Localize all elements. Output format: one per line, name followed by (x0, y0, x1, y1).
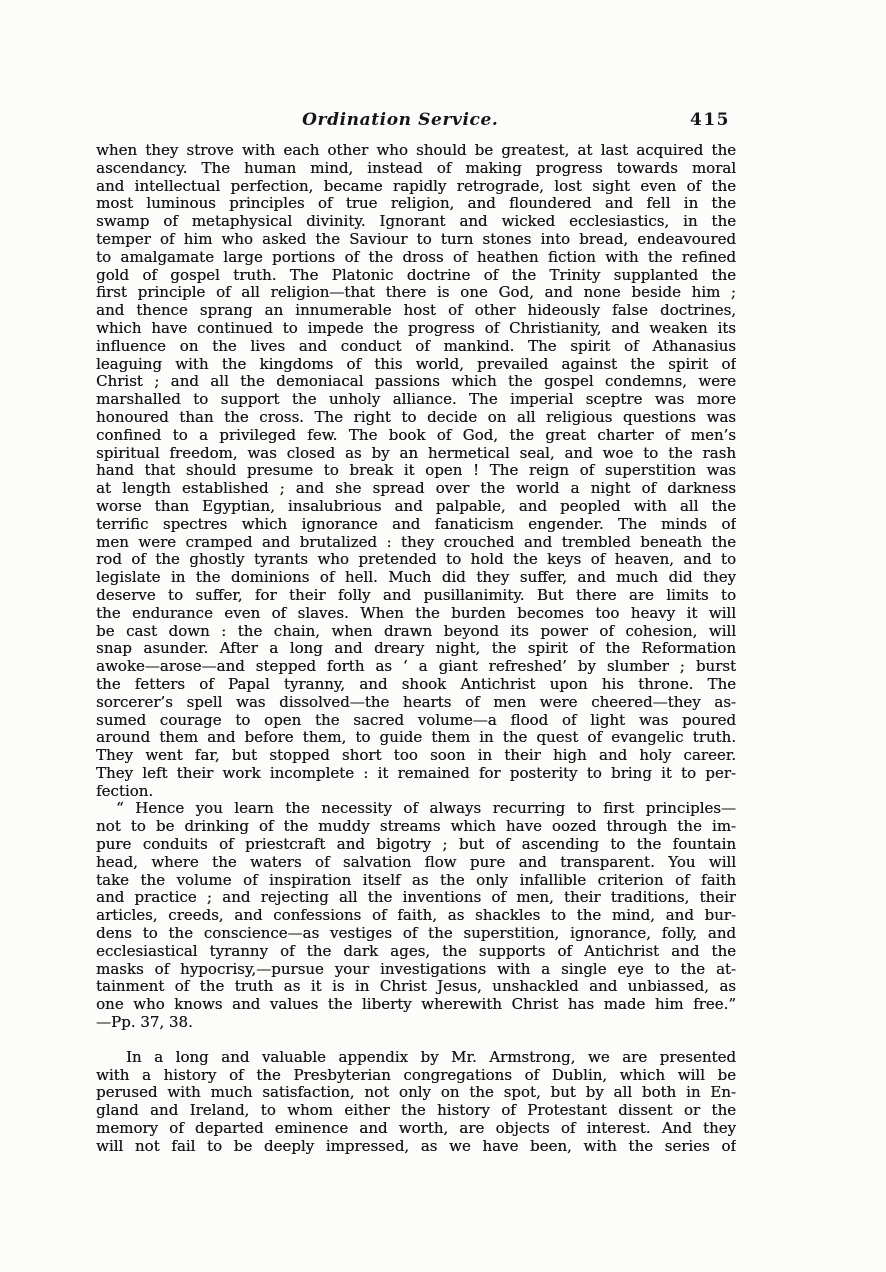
text-line: which have continued to impede the progress of Christianity, and weaken its (96, 319, 736, 337)
text-line: will not fail to be deeply impressed, as we have been, with the series of (96, 1137, 736, 1155)
text-line: gold of gospel truth. The Platonic doctrine of the Trinity supplanted the (96, 266, 736, 284)
text-line: —Pp. 37, 38. (96, 1014, 193, 1032)
text-line: take the volume of inspiration itself as the only infallible criterion of faith (96, 871, 736, 889)
text-line: memory of departed eminence and worth, are objects of interest. And they (96, 1120, 736, 1138)
text-line: articles, creeds, and confessions of faith, as shackles to the mind, and bur- (96, 907, 736, 925)
text-line: first principle of all religion—that there is one God, and none beside him ; (96, 284, 736, 302)
text-line: men were cramped and brutalized : they crouched and trembled beneath the (96, 533, 736, 551)
text-line: ascendancy. The human mind, instead of making progress towards moral (96, 159, 736, 177)
text-line: one who knows and values the liberty wherewith Christ has made him free.” (96, 996, 736, 1014)
text-line: snap asunder. After a long and dreary night, the spirit of the Reformation (96, 640, 736, 658)
text-line: dens to the conscience—as vestiges of the superstition, ignorance, folly, and (96, 925, 736, 943)
text-line: sumed courage to open the sacred volume—a flood of light was poured (96, 711, 736, 729)
text-line: not to be drinking of the muddy streams which have oozed through the im- (96, 818, 736, 836)
text-line: honoured than the cross. The right to decide on all religious questions was (96, 408, 736, 426)
text-line: terrific spectres which ignorance and fanaticism engender. The minds of (96, 515, 736, 533)
text-line: most luminous principles of true religion, and floundered and fell in the (96, 195, 736, 213)
text-line: fection. (96, 782, 154, 800)
text-line: pure conduits of priestcraft and bigotry ; but of ascending to the fountain (96, 836, 736, 854)
text-line: the fetters of Papal tyranny, and shook Antichrist upon his throne. The (96, 675, 736, 693)
running-title: Ordination Service. (302, 110, 499, 130)
text-line: sorcerer’s spell was dissolved—the hearts of men were cheered—they as- (96, 693, 736, 711)
text-line: and intellectual perfection, became rapidly retrograde, lost sight even of the (96, 177, 736, 195)
text-line: ecclesiastical tyranny of the dark ages, the supports of Antichrist and the (96, 942, 736, 960)
page-number: 415 (690, 110, 730, 130)
text-line: “ Hence you learn the necessity of always recurring to first principles— (116, 800, 736, 818)
text-line: tainment of the truth as it is in Christ Jesus, unshackled and unbiassed, as (96, 978, 736, 996)
text-line: confined to a privileged few. The book of God, the great charter of men’s (96, 426, 736, 444)
text-line: to amalgamate large portions of the dross of heathen fiction with the refined (96, 248, 736, 266)
text-line: at length established ; and she spread over the world a night of darkness (96, 480, 736, 498)
text-line: with a history of the Presbyterian congregations of Dublin, which will be (96, 1066, 736, 1084)
text-line: influence on the lives and conduct of mankind. The spirit of Athanasius (96, 337, 736, 355)
text-line: head, where the waters of salvation flow pure and transparent. You will (96, 853, 736, 871)
text-line: temper of him who asked the Saviour to turn stones into bread, endeavoured (96, 230, 736, 248)
text-line: be cast down : the chain, when drawn beyond its power of cohesion, will (96, 622, 736, 640)
text-line: the endurance even of slaves. When the burden becomes too heavy it will (96, 604, 736, 622)
text-line: gland and Ireland, to whom either the history of Protestant dissent or the (96, 1102, 736, 1120)
text-line: worse than Egyptian, insalubrious and palpable, and peopled with all the (96, 497, 736, 515)
text-line: masks of hypocrisy,—pursue your investigations with a single eye to the at- (96, 960, 736, 978)
page-header (96, 110, 736, 134)
text-line: spiritual freedom, was closed as by an hermetical seal, and woe to the rash (96, 444, 736, 462)
text-line: and practice ; and rejecting all the inventions of men, their traditions, their (96, 889, 736, 907)
text-line: legislate in the dominions of hell. Much did they suffer, and much did they (96, 569, 736, 587)
text-line: deserve to suffer, for their folly and pusillanimity. But there are limits to (96, 586, 736, 604)
text-line: marshalled to support the unholy alliance. The imperial sceptre was more (96, 391, 736, 409)
text-line: rod of the ghostly tyrants who pretended to hold the keys of heaven, and to (96, 551, 736, 569)
text-line: when they strove with each other who should be greatest, at last acquired the (96, 142, 736, 159)
text-line: perused with much satisfaction, not only on the spot, but by all both in En- (96, 1084, 736, 1102)
text-line: around them and before them, to guide them in the quest of evangelic truth. (96, 729, 736, 747)
text-line: awoke—arose—and stepped forth as ‘ a giant refreshed’ by slumber ; burst (96, 658, 736, 676)
text-line: swamp of metaphysical divinity. Ignorant and wicked ecclesiastics, in the (96, 213, 736, 231)
commentary-paragraph (96, 1049, 736, 1156)
text-line: hand that should presume to break it open ! The reign of superstition was (96, 462, 736, 480)
text-line: Christ ; and all the demoniacal passions which the gospel condemns, were (96, 373, 736, 391)
extract-paragraph-continued (96, 142, 736, 800)
text-line: They went far, but stopped short too soon in their high and holy career. (96, 747, 736, 765)
text-line: leaguing with the kingdoms of this world, prevailed against the spirit of (96, 355, 736, 373)
text-line: They left their work incomplete : it remained for posterity to bring it to per- (96, 764, 736, 782)
text-line: In a long and valuable appendix by Mr. Armstrong, we are presented (126, 1048, 736, 1066)
text-line: and thence sprang an innumerable host of other hideously false doctrines, (96, 302, 736, 320)
page-body (96, 142, 736, 1156)
quotation-paragraph (96, 800, 736, 1031)
